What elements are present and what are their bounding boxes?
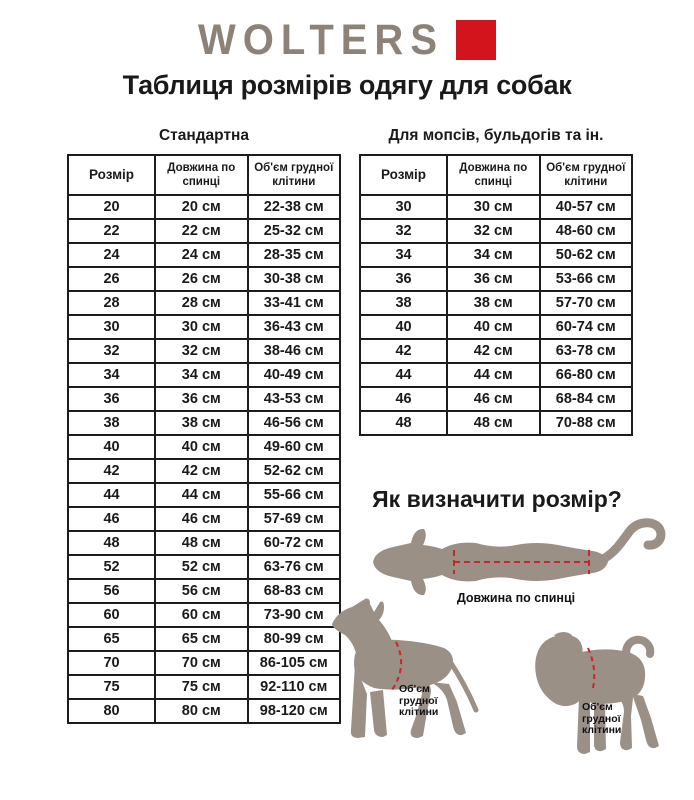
table-cell: 34 (360, 243, 447, 267)
brand-logo-red-square (456, 20, 496, 60)
table-row (68, 579, 340, 603)
table-cell: 38 см (447, 291, 539, 315)
dog-top-view-curled-tail (605, 523, 661, 558)
pug-size-table (359, 154, 633, 436)
table-cell: 36 (68, 387, 155, 411)
column-header-back-length: Довжина по спинці (447, 155, 539, 195)
table-row (68, 459, 340, 483)
table-cell: 60-74 см (540, 315, 633, 339)
table-cell: 32 см (155, 339, 247, 363)
table-cell: 56 (68, 579, 155, 603)
table-row (360, 291, 632, 315)
table-cell: 57-69 см (248, 507, 341, 531)
table-cell: 46-56 см (248, 411, 341, 435)
table-cell: 44 (360, 363, 447, 387)
table-row (68, 555, 340, 579)
measure-guide-title: Як визначити розмір? (372, 486, 622, 512)
table-cell: 68-83 см (248, 579, 341, 603)
table-row (68, 483, 340, 507)
table-cell: 40 (68, 435, 155, 459)
table-cell: 92-110 см (248, 675, 341, 699)
chest-girth-label-line: клітини (399, 706, 439, 718)
table-cell: 42 см (447, 339, 539, 363)
table-cell: 46 см (447, 387, 539, 411)
table-cell: 70 (68, 651, 155, 675)
column-header-chest-girth: Об'єм грудної клітини (248, 155, 341, 195)
table-cell: 34 (68, 363, 155, 387)
table-cell: 26 (68, 267, 155, 291)
chest-girth-label-standing-dog (399, 684, 438, 719)
standing-dog-front-leg (370, 690, 387, 737)
chest-girth-label-line: грудної (399, 694, 438, 707)
table-header-row (68, 155, 340, 195)
table-cell: 36 (360, 267, 447, 291)
pug-table-title: Для мопсів, бульдогів та ін. (388, 127, 604, 144)
table-cell: 63-78 см (540, 339, 633, 363)
chest-girth-label-bulldog (582, 702, 621, 737)
table-cell: 60 (68, 603, 155, 627)
column-header-chest-girth: Об'єм грудної клітини (540, 155, 633, 195)
table-cell: 34 см (447, 243, 539, 267)
bulldog-curled-tail (626, 640, 650, 656)
table-row (68, 507, 340, 531)
table-cell: 42 (360, 339, 447, 363)
table-cell: 38 (68, 411, 155, 435)
table-cell: 46 (68, 507, 155, 531)
table-cell: 48-60 см (540, 219, 633, 243)
table-cell: 49-60 см (248, 435, 341, 459)
table-cell: 46 см (155, 507, 247, 531)
table-cell: 32 (360, 219, 447, 243)
table-cell: 63-76 см (248, 555, 341, 579)
table-row (68, 267, 340, 291)
table-cell: 40 см (155, 435, 247, 459)
chest-girth-label-line: грудної (582, 712, 621, 725)
table-cell: 22 (68, 219, 155, 243)
table-row (68, 291, 340, 315)
table-cell: 60-72 см (248, 531, 341, 555)
table-cell: 20 (68, 195, 155, 219)
table-cell: 70 см (155, 651, 247, 675)
table-row (68, 531, 340, 555)
table-cell: 80 см (155, 699, 247, 723)
table-cell: 40-57 см (540, 195, 633, 219)
table-cell: 28-35 см (248, 243, 341, 267)
table-cell: 22-38 см (248, 195, 341, 219)
table-cell: 75 (68, 675, 155, 699)
table-row (360, 411, 632, 435)
standard-table-title: Стандартна (158, 127, 250, 144)
table-row (360, 387, 632, 411)
table-cell: 65 (68, 627, 155, 651)
table-row (360, 243, 632, 267)
table-cell: 38 (360, 291, 447, 315)
table-row (360, 315, 632, 339)
table-row (68, 435, 340, 459)
table-cell: 38-46 см (248, 339, 341, 363)
table-row (68, 603, 340, 627)
table-row (68, 411, 340, 435)
table-cell: 52-62 см (248, 459, 341, 483)
table-cell: 48 (360, 411, 447, 435)
table-cell: 30 см (155, 315, 247, 339)
table-row (68, 195, 340, 219)
chest-girth-label-line: клітини (582, 724, 622, 736)
table-row (360, 219, 632, 243)
table-cell: 50-62 см (540, 243, 633, 267)
table-cell: 43-53 см (248, 387, 341, 411)
table-cell: 40 см (447, 315, 539, 339)
table-row (68, 363, 340, 387)
table-cell: 38 см (155, 411, 247, 435)
table-cell: 65 см (155, 627, 247, 651)
table-cell: 40-49 см (248, 363, 341, 387)
table-cell: 36 см (447, 267, 539, 291)
table-cell: 42 (68, 459, 155, 483)
table-cell: 30 (360, 195, 447, 219)
table-cell: 52 (68, 555, 155, 579)
table-cell: 33-41 см (248, 291, 341, 315)
table-cell: 36-43 см (248, 315, 341, 339)
table-cell: 40 (360, 315, 447, 339)
chest-girth-label-line: Об'єм (399, 683, 430, 695)
table-cell: 70-88 см (540, 411, 633, 435)
table-cell: 56 см (155, 579, 247, 603)
chest-girth-label-line: Об'єм (582, 701, 613, 713)
table-row (68, 627, 340, 651)
standing-dog-illustration (330, 598, 482, 746)
page-title: Таблиця розмірів одягу для собак (122, 70, 572, 100)
table-cell: 48 см (155, 531, 247, 555)
table-cell: 80 (68, 699, 155, 723)
table-row (68, 651, 340, 675)
table-cell: 28 (68, 291, 155, 315)
table-cell: 48 (68, 531, 155, 555)
bulldog-hind-leg (632, 694, 659, 748)
table-cell: 98-120 см (248, 699, 341, 723)
table-cell: 30 (68, 315, 155, 339)
brand-logo (0, 16, 694, 64)
table-row (68, 243, 340, 267)
table-row (360, 339, 632, 363)
table-cell: 86-105 см (248, 651, 341, 675)
table-cell: 26 см (155, 267, 247, 291)
table-cell: 66-80 см (540, 363, 633, 387)
table-cell: 68-84 см (540, 387, 633, 411)
table-cell: 57-70 см (540, 291, 633, 315)
column-header-size: Розмір (68, 155, 155, 195)
table-cell: 22 см (155, 219, 247, 243)
bulldog-illustration (524, 630, 666, 762)
table-cell: 24 (68, 243, 155, 267)
table-row (68, 387, 340, 411)
table-cell: 75 см (155, 675, 247, 699)
column-header-size: Розмір (360, 155, 447, 195)
table-row (360, 363, 632, 387)
table-header-row (360, 155, 632, 195)
table-row (68, 339, 340, 363)
table-cell: 25-32 см (248, 219, 341, 243)
table-cell: 60 см (155, 603, 247, 627)
table-cell: 52 см (155, 555, 247, 579)
table-row (360, 267, 632, 291)
table-cell: 42 см (155, 459, 247, 483)
table-cell: 80-99 см (248, 627, 341, 651)
table-cell: 30 см (447, 195, 539, 219)
standard-size-table (67, 154, 341, 724)
table-row (68, 219, 340, 243)
pug-size-table-section (359, 127, 633, 436)
table-cell: 20 см (155, 195, 247, 219)
table-cell: 73-90 см (248, 603, 341, 627)
table-cell: 28 см (155, 291, 247, 315)
table-cell: 24 см (155, 243, 247, 267)
table-cell: 32 (68, 339, 155, 363)
table-cell: 34 см (155, 363, 247, 387)
table-cell: 32 см (447, 219, 539, 243)
table-cell: 36 см (155, 387, 247, 411)
table-cell: 48 см (447, 411, 539, 435)
table-row (68, 699, 340, 723)
standard-size-table-section (67, 127, 341, 724)
dog-top-view-body-shape (373, 529, 608, 595)
brand-logo-text: WOLTERS (197, 16, 444, 64)
table-cell: 53-66 см (540, 267, 633, 291)
column-header-back-length: Довжина по спинці (155, 155, 247, 195)
table-cell: 30-38 см (248, 267, 341, 291)
table-row (68, 315, 340, 339)
table-row (68, 675, 340, 699)
table-cell: 46 (360, 387, 447, 411)
back-length-label: Довжина по спинці (456, 591, 576, 605)
table-cell: 44 см (447, 363, 539, 387)
table-row (360, 195, 632, 219)
table-cell: 55-66 см (248, 483, 341, 507)
table-cell: 44 см (155, 483, 247, 507)
table-cell: 44 (68, 483, 155, 507)
